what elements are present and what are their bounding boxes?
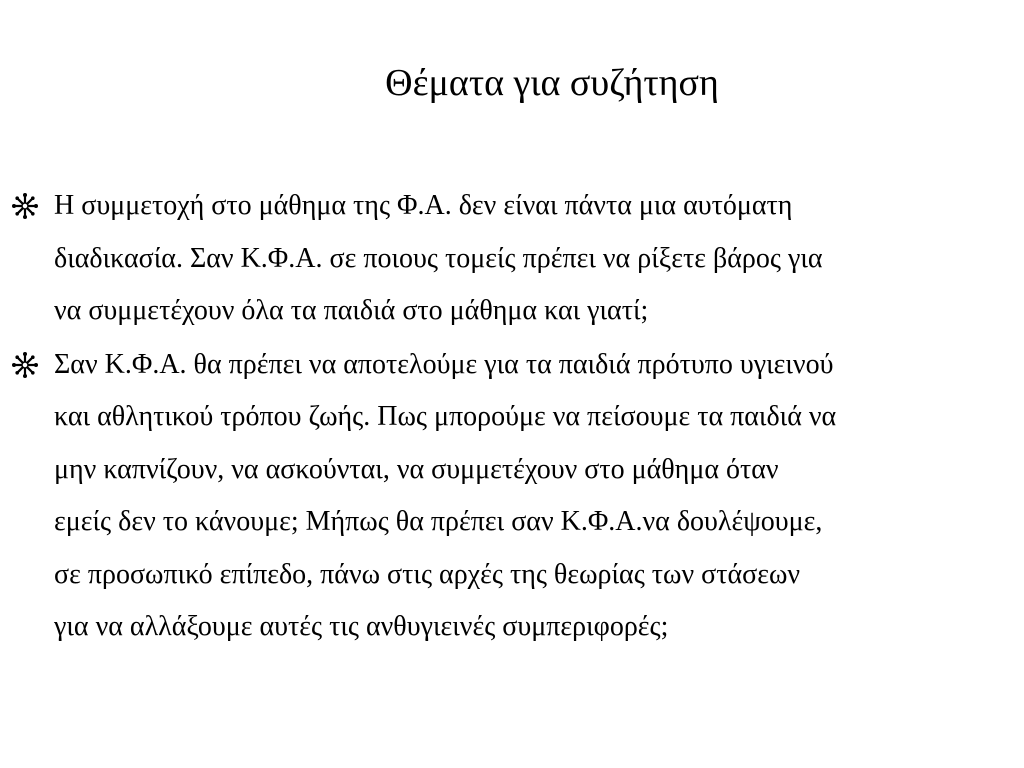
slide-title: Θέματα για συζήτηση bbox=[385, 62, 719, 104]
bullet-line: μην καπνίζουν, να ασκούνται, να συμμετέχουν στο μάθημα όταν bbox=[54, 453, 779, 485]
bullet-line: εμείς δεν το κάνουμε; Μήπως θα πρέπει σαν Κ.Φ.Α.να δουλέψουμε, bbox=[54, 506, 823, 537]
bullet-line: για να αλλάξουμε αυτές τις ανθυγιεινές συμπεριφορές; bbox=[54, 611, 669, 642]
bullet-line: διαδικασία. Σαν Κ.Φ.Α. σε ποιους τομείς πρέπει να ρίξετε βάρος για bbox=[54, 242, 823, 274]
snowflake-star-icon bbox=[12, 352, 38, 378]
bullet-line: σε προσωπικό επίπεδο, πάνω στις αρχές της θεωρίας των στάσεων bbox=[54, 558, 801, 590]
bullet-line: και αθλητικού τρόπου ζωής. Πως μπορούμε να πείσουμε τα παιδιά να bbox=[54, 401, 837, 432]
bullet-line: να συμμετέχουν όλα τα παιδιά στο μάθημα και γιατί; bbox=[54, 295, 649, 326]
bullet-item bbox=[54, 339, 1014, 654]
bullet-list bbox=[54, 180, 1014, 655]
snowflake-star-icon bbox=[12, 193, 38, 219]
bullet-line: Σαν Κ.Φ.Α. θα πρέπει να αποτελούμε για τα παιδιά πρότυπο υγιεινού bbox=[54, 348, 834, 380]
bullet-line: Η συμμετοχή στο μάθημα της Φ.Α. δεν είναι πάντα μια αυτόματη bbox=[54, 190, 793, 221]
bullet-item bbox=[54, 180, 1014, 338]
